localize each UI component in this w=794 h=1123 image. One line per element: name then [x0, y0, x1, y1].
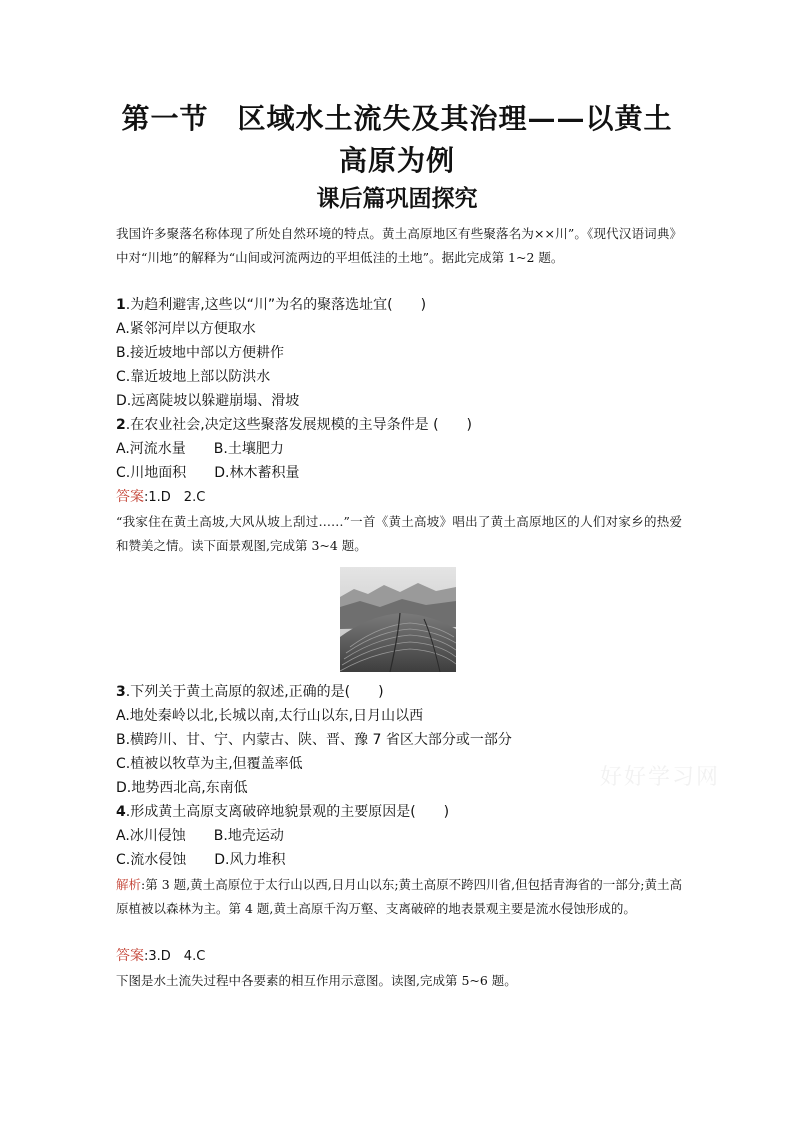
question-number: 3: [116, 684, 126, 700]
explanation-text: :第 3 题,黄土高原位于太行山以西,日月山以东;黄土高原不跨四川省,但包括青海省的一部分;黄土高原植被以森林为主。第 4 题,黄土高原千沟万壑、支离破碎的地表景观主要是流水侵蚀形成的。: [116, 877, 682, 916]
question-stem: .为趋利避害,这些以“川”为名的聚落选址宜( ): [125, 297, 427, 313]
answer-text: :1.D 2.C: [144, 490, 206, 505]
q3-option-d: D.地势西北高,东南低: [116, 780, 248, 796]
question-stem: .在农业社会,决定这些聚落发展规模的主导条件是 ( ): [125, 417, 473, 433]
q4-option-d: D.风力堆积: [214, 852, 286, 868]
q4-option-a: A.冰川侵蚀: [116, 828, 186, 844]
explanation-label: 解析: [116, 877, 142, 892]
q1-option-b: B.接近坡地中部以方便耕作: [116, 345, 285, 361]
q3-option-a: A.地处秦岭以北,长城以南,太行山以东,日月山以西: [116, 708, 424, 724]
q4-option-b: B.地壳运动: [213, 828, 284, 844]
q2-options-row-1: [116, 438, 682, 460]
watermark: 好好学习网: [600, 765, 721, 790]
q2-option-c: C.川地面积: [116, 465, 187, 481]
explanation-block: [116, 873, 682, 921]
q4-options-row-1: [116, 825, 682, 847]
intro-passage-3: 下图是水土流失过程中各要素的相互作用示意图。读图,完成第 5~6 题。: [116, 973, 517, 988]
q1-option-a: A.紧邻河岸以方便取水: [116, 321, 256, 337]
question-3: [116, 681, 682, 703]
question-2: [116, 414, 682, 436]
question-stem: .下列关于黄土高原的叙述,正确的是( ): [125, 684, 384, 700]
intro-passage-2: “我家住在黄土高坡,大风从坡上刮过……”一首《黄土高坡》唱出了黄土高原地区的人们对家乡的热爱和赞美之情。读下面景观图,完成第 3~4 题。: [116, 514, 682, 553]
title-line-1: 第一节 区域水土流失及其治理——以黄土: [121, 102, 673, 135]
answer-block-1: [116, 486, 682, 509]
question-stem: .形成黄土高原支离破碎地貌景观的主要原因是( ): [125, 804, 450, 820]
question-number: 4: [116, 804, 126, 820]
answer-label: 答案: [116, 489, 144, 505]
page-title: [100, 98, 694, 182]
q1-option-c: C.靠近坡地上部以防洪水: [116, 369, 271, 385]
question-number: 2: [116, 417, 126, 433]
q2-options-row-2: [116, 462, 682, 484]
answer-label: 答案: [116, 948, 144, 964]
question-1: [116, 294, 682, 316]
answer-block-2: [116, 945, 682, 968]
title-line-2: 高原为例: [338, 144, 455, 177]
q3-option-b: B.横跨川、甘、宁、内蒙古、陕、晋、豫 7 省区大部分或一部分: [116, 732, 512, 748]
q4-option-c: C.流水侵蚀: [116, 852, 187, 868]
answer-text: :3.D 4.C: [144, 949, 206, 964]
q1-option-d: D.远离陡坡以躲避崩塌、滑坡: [116, 393, 300, 409]
q4-options-row-2: [116, 849, 682, 871]
question-4: [116, 801, 682, 823]
question-number: 1: [116, 297, 126, 313]
q2-option-b: B.土壤肥力: [213, 441, 284, 457]
q2-option-d: D.林木蓄积量: [214, 465, 300, 481]
section-subtitle: 课后篇巩固探究: [316, 185, 478, 212]
intro-passage-1: 我国许多聚落名称体现了所处自然环境的特点。黄土高原地区有些聚落名为××川”。《现代汉语词典》中对“川地”的解释为“山间或河流两边的平坦低洼的土地”。据此完成第 1~2 题。: [116, 226, 682, 265]
q2-option-a: A.河流水量: [116, 441, 186, 457]
q3-option-c: C.植被以牧草为主,但覆盖率低: [116, 756, 303, 772]
loess-plateau-photo: [340, 567, 456, 672]
